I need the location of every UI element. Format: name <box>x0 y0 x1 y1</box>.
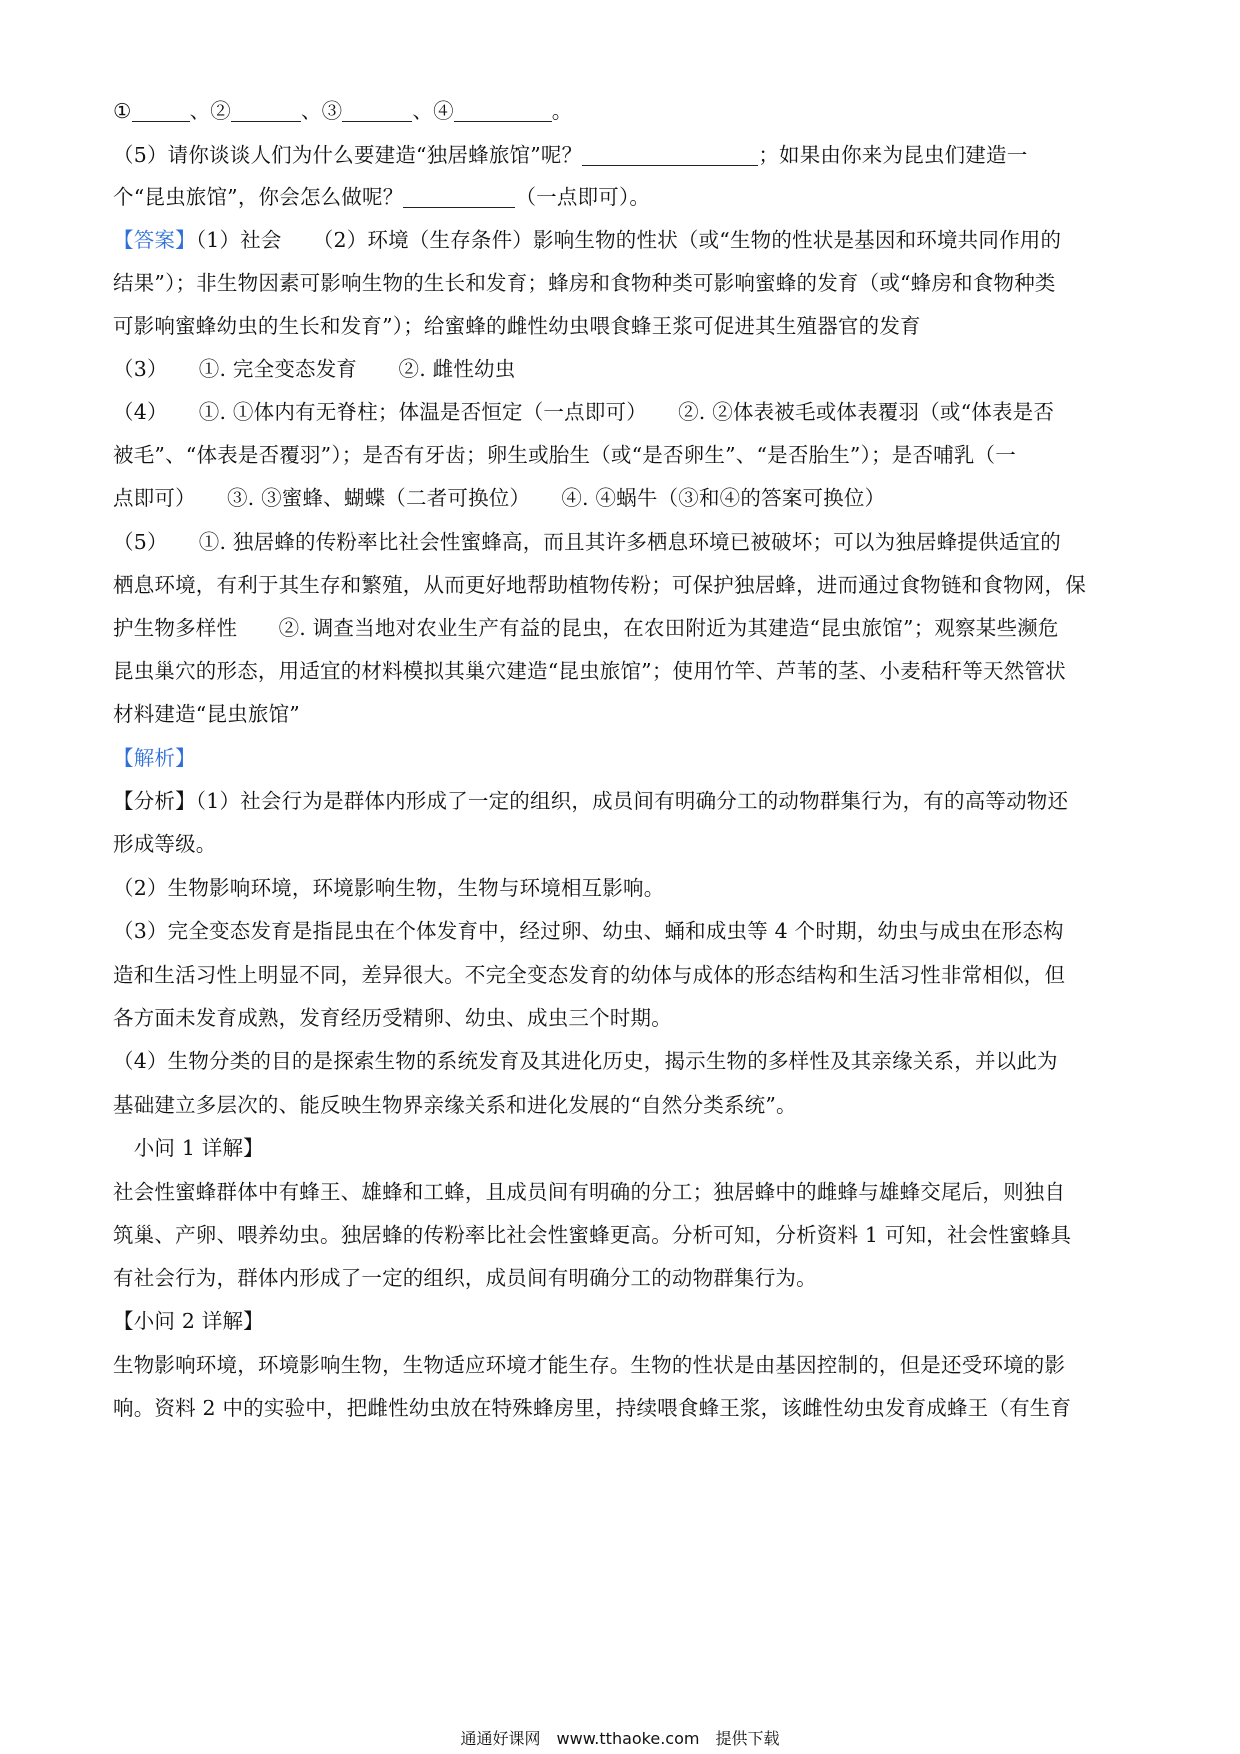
answer-line-5: （4） ①. ①体内有无脊柱；体温是否恒定（一点即可） ②. ②体表被毛或体表覆羽（或“体表是否 <box>113 400 1055 424</box>
blank-line-end: 。 <box>551 99 573 123</box>
answer-line-7: 点即可） ③. ③蜜蜂、蝴蝶（二者可换位） ④. ④蜗牛（③和④的答案可换位） <box>113 486 886 510</box>
answer-line-1 <box>113 225 1133 255</box>
analysis-line-9: 小问 1 详解】 <box>113 1136 264 1160</box>
analysis-line-13: 【小问 2 详解】 <box>113 1309 264 1333</box>
answer-line-6: 被毛”、“体表是否覆羽”）；是否有牙齿；卵生或胎生（或“是否卵生”、“是否胎生”）；是否哺乳（一 <box>113 443 1016 467</box>
q5-line1-suffix: ；如果由你来为昆虫们建造一 <box>758 143 1028 167</box>
analysis-line-10: 社会性蜜蜂群体中有蜂王、雄蜂和工蜂，且成员间有明确的分工；独居蜂中的雌蜂与雄蜂交尾后，则独自 <box>113 1180 1066 1204</box>
q5-line1-prefix: （5）请你谈谈人们为什么要建造“独居蜂旅馆”呢？ <box>113 143 583 167</box>
question-5-line-2 <box>113 182 1133 212</box>
analysis-line-8: 基础建立多层次的、能反映生物界亲缘关系和进化发展的“自然分类系统”。 <box>113 1093 797 1117</box>
question-5-line-1 <box>113 140 1133 170</box>
q5-line2-suffix: （一点即可）。 <box>515 185 651 209</box>
answer-line-4: （3） ①. 完全变态发育 ②. 雌性幼虫 <box>113 357 516 381</box>
answer-line-2: 结果”）；非生物因素可影响生物的生长和发育；蜂房和食物种类可影响蜜蜂的发育（或“蜂房和食物种类 <box>113 271 1056 295</box>
analysis-line-4: （3）完全变态发育是指昆虫在个体发育中，经过卵、幼虫、蛹和成虫等 4 个时期，幼虫与成虫在形态构 <box>113 919 1064 943</box>
answer-blank-4 <box>454 99 552 122</box>
answer-text: （1）社会 （2）环境（生存条件）影响生物的性状（或“生物的性状是基因和环境共同作用的 <box>195 228 1062 252</box>
analysis-line-11: 筑巢、产卵、喂养幼虫。独居蜂的传粉率比社会性蜜蜂更高。分析可知，分析资料 1 可知，社会性蜜蜂具 <box>113 1223 1072 1247</box>
page-footer: 通通好课网 www.tthaoke.com 提供下载 <box>460 1729 780 1748</box>
analysis-line-2: 形成等级。 <box>113 832 217 856</box>
answer-line-12: 材料建造“昆虫旅馆” <box>113 702 300 726</box>
blank-label-2: 、② <box>189 99 231 123</box>
analysis-line-7: （4）生物分类的目的是探索生物的系统发育及其进化历史，揭示生物的多样性及其亲缘关系，并以此为 <box>113 1049 1058 1073</box>
answer-blank-6 <box>403 185 515 208</box>
blank-label-4: 、④ <box>412 99 454 123</box>
analysis-line-5: 造和生活习性上明显不同，差异很大。不完全变态发育的幼体与成体的形态结构和生活习性非常相似，但 <box>113 963 1066 987</box>
answer-blank-3 <box>342 99 412 122</box>
analysis-line-6: 各方面未发育成熟，发育经历受精卵、幼虫、成虫三个时期。 <box>113 1006 672 1030</box>
blanks-line <box>113 96 1133 126</box>
answer-label: 【答案】 <box>113 228 196 252</box>
answer-line-9: 栖息环境，有利于其生存和繁殖，从而更好地帮助植物传粉；可保护独居蜂，进而通过食物链和食物网，保 <box>113 573 1086 597</box>
answer-blank-5 <box>582 143 758 166</box>
blank-label-1: ① <box>113 99 132 123</box>
analysis-line-12: 有社会行为，群体内形成了一定的组织，成员间有明确分工的动物群集行为。 <box>113 1266 817 1290</box>
answer-line-8: （5） ①. 独居蜂的传粉率比社会性蜜蜂高，而且其许多栖息环境已被破坏；可以为独居蜂提供适宜的 <box>113 530 1061 554</box>
answer-blank-2 <box>231 99 301 122</box>
analysis-line-1: 【分析】（1）社会行为是群体内形成了一定的组织，成员间有明确分工的动物群集行为，有的高等动物还 <box>113 789 1069 813</box>
answer-line-11: 昆虫巢穴的形态，用适宜的材料模拟其巢穴建造“昆虫旅馆”；使用竹竿、芦苇的茎、小麦秸秆等天然管状 <box>113 659 1066 683</box>
answer-blank-1 <box>132 99 190 122</box>
answer-line-3: 可影响蜜蜂幼虫的生长和发育”）；给蜜蜂的雌性幼虫喂食蜂王浆可促进其生殖器官的发育 <box>113 314 921 338</box>
analysis-label: 【解析】 <box>113 746 196 770</box>
analysis-line-3: （2）生物影响环境，环境影响生物，生物与环境相互影响。 <box>113 876 665 900</box>
analysis-line-14: 生物影响环境，环境影响生物，生物适应环境才能生存。生物的性状是由基因控制的，但是还受环境的影 <box>113 1353 1066 1377</box>
answer-line-10: 护生物多样性 ②. 调查当地对农业生产有益的昆虫，在农田附近为其建造“昆虫旅馆”；观察某些濒危 <box>113 616 1059 640</box>
blank-label-3: 、③ <box>300 99 343 123</box>
analysis-line-15: 响。资料 2 中的实验中，把雌性幼虫放在特殊蜂房里，持续喂食蜂王浆，该雌性幼虫发育成蜂王（有生育 <box>113 1396 1072 1420</box>
q5-line2-prefix: 个“昆虫旅馆”，你会怎么做呢？ <box>113 185 404 209</box>
